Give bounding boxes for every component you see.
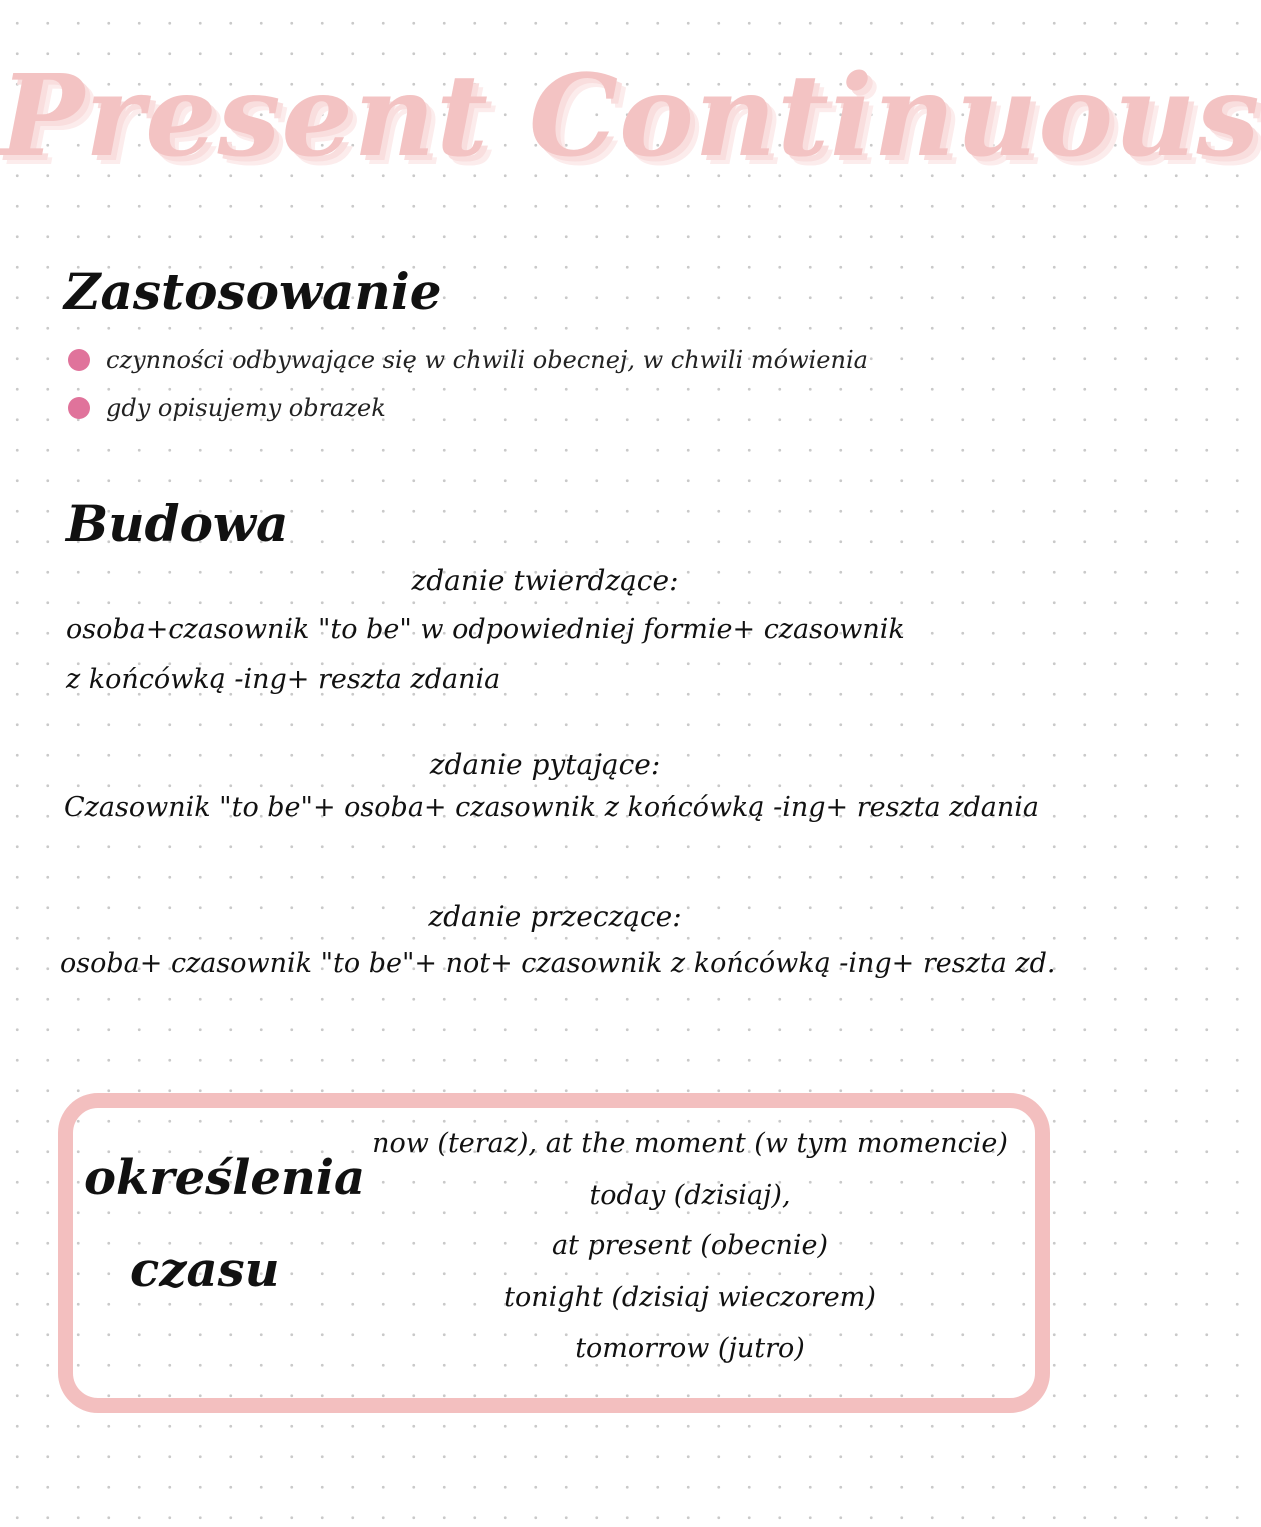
time-expression-item: at present (obecnie) [551,1230,829,1261]
question-line: Czasownik "to be"+ osoba+ czasownik z końcówką -ing+ reszta zdania [64,792,1039,823]
affirmative-line-1: osoba+czasownik "to be" w odpowiedniej formie+ czasownik [66,614,905,645]
affirmative-label: zdanie twierdzące: [411,564,679,597]
question-label: zdanie pytające: [429,748,661,781]
negative-label: zdanie przeczące: [428,900,682,933]
affirmative-line-2: z końcówką -ing+ reszta zdania [66,664,501,695]
time-expression-item: tomorrow (jutro) [575,1333,805,1364]
usage-item-text: gdy opisujemy obrazek [106,394,386,422]
bullet-dot-icon [68,349,90,371]
time-expressions-label-2: czasu [130,1242,280,1298]
time-expression-item: tonight (dzisiaj wieczorem) [504,1282,876,1313]
time-expression-item: now (teraz), at the moment (w tym momencie) [372,1128,1008,1159]
time-expression-item: today (dzisiaj), [589,1180,791,1211]
negative-line: osoba+ czasownik "to be"+ not+ czasownik z końcówką -ing+ reszta zd. [60,948,1056,979]
bullet-dot-icon [68,397,90,419]
usage-item-text: czynności odbywające się w chwili obecnej, w chwili mówienia [106,346,868,374]
structure-heading: Budowa [66,494,289,553]
list-item [68,394,386,422]
time-expressions-label-1: określenia [84,1150,366,1206]
usage-heading: Zastosowanie [64,262,442,321]
list-item [68,346,868,374]
page-title: Present Continuous [0,51,1261,182]
